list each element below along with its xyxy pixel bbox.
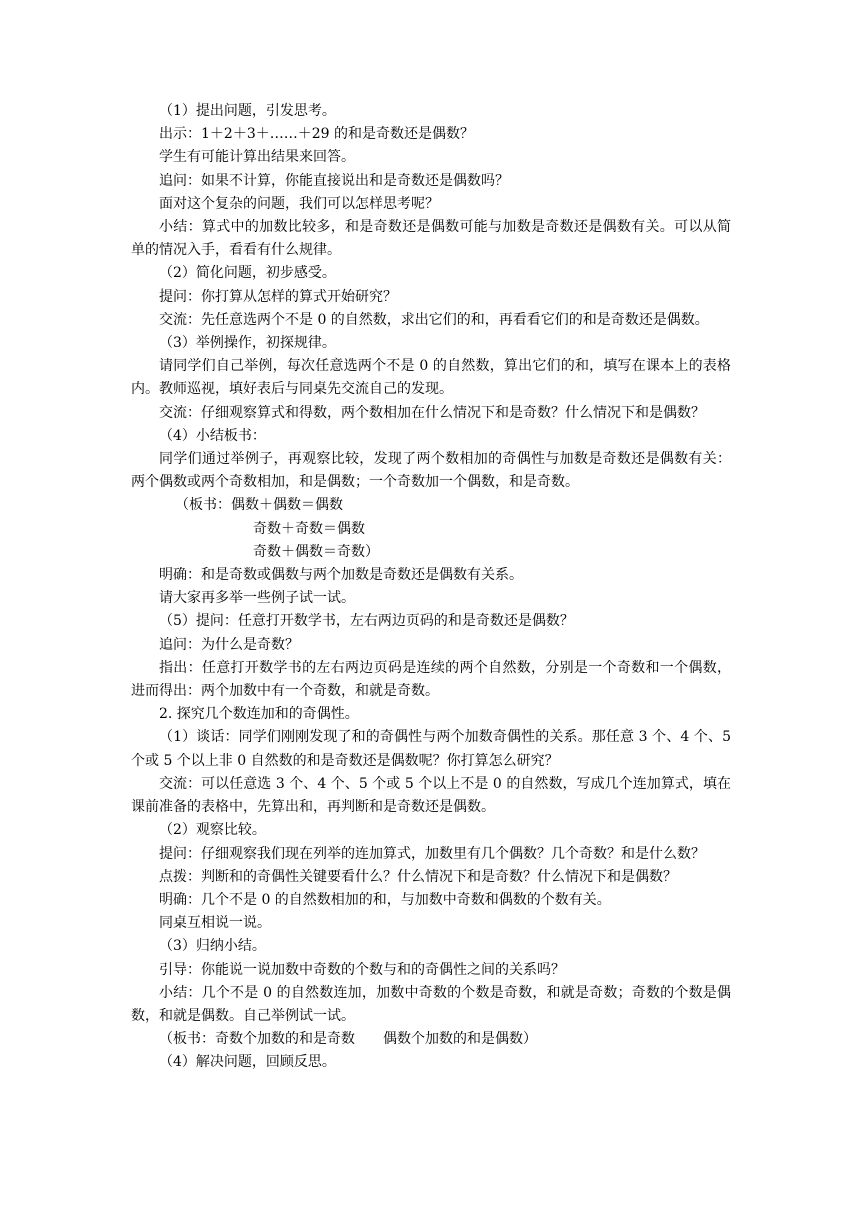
paragraph: 交流：仔细观察算式和得数，两个数相加在什么情况下和是奇数？什么情况下和是偶数？	[159, 404, 705, 421]
paragraph: 提问：你打算从怎样的算式开始研究？	[159, 288, 397, 305]
paragraph: （4）解决问题，回顾反思。	[159, 1054, 336, 1071]
paragraph: （1）提出问题，引发思考。	[159, 103, 336, 119]
document-body	[131, 100, 731, 1075]
paragraph: 小结：算式中的加数比较多，和是奇数还是偶数可能与加数是奇数还是偶数有关。可以从简单的情况入手，看看有什么规律。	[131, 219, 731, 259]
paragraph: （3）归纳小结。	[159, 938, 266, 955]
paragraph: 明确：和是奇数或偶数与两个加数是奇数还是偶数有关系。	[159, 567, 523, 584]
paragraph: 同桌互相说一说。	[159, 915, 271, 932]
paragraph: 交流：可以任意选 3 个、4 个、5 个或 5 个以上不是 0 的自然数，写成几个连加算式，填在课前准备的表格中，先算出和，再判断和是奇数还是偶数。	[131, 775, 731, 816]
paragraph: 请大家再多举一些例子试一试。	[159, 590, 355, 607]
board-note-line: 奇数＋偶数＝奇数）	[253, 543, 379, 560]
paragraph: （2）简化问题，初步感受。	[159, 265, 336, 282]
paragraph: （4）小结板书：	[159, 427, 266, 444]
section-heading: 2. 探究几个数连加和的奇偶性。	[159, 706, 359, 723]
paragraph: 交流：先任意选两个不是 0 的自然数，求出它们的和，再看看它们的和是奇数还是偶数。	[159, 311, 709, 328]
paragraph: 点拨：判断和的奇偶性关键要看什么？什么情况下和是奇数？什么情况下和是偶数？	[159, 868, 677, 885]
paragraph: 学生有可能计算出结果来回答。	[159, 149, 355, 166]
paragraph: 追问：如果不计算，你能直接说出和是奇数还是偶数吗？	[159, 172, 509, 189]
board-note-line: （板书：偶数＋偶数＝偶数	[175, 497, 343, 514]
paragraph: 小结：几个不是 0 的自然数连加，加数中奇数的个数是奇数，和就是奇数；奇数的个数是偶数，和就是偶数。自己举例试一试。	[131, 984, 731, 1024]
paragraph: （2）观察比较。	[159, 822, 266, 839]
paragraph: 引导：你能说一说加数中奇数的个数与和的奇偶性之间的关系吗？	[159, 961, 565, 978]
paragraph: 同学们通过举例子，再观察比较，发现了两个数相加的奇偶性与加数是奇数还是偶数有关：两个偶数或两个奇数相加，和是偶数；一个奇数加一个偶数，和是奇数。	[131, 451, 731, 491]
board-note-line: （板书：奇数个加数的和是奇数 偶数个加数的和是偶数）	[159, 1031, 537, 1048]
paragraph: 指出：任意打开数学书的左右两边页码是连续的两个自然数，分别是一个奇数和一个偶数，进而得出：两个加数中有一个奇数，和就是奇数。	[131, 659, 731, 700]
paragraph: 提问：仔细观察我们现在列举的连加算式，加数里有几个偶数？几个奇数？和是什么数？	[159, 845, 705, 862]
board-note-line: 奇数＋奇数＝偶数	[253, 520, 365, 537]
paragraph: （5）提问：任意打开数学书，左右两边页码的和是奇数还是偶数？	[159, 613, 574, 630]
paragraph: （3）举例操作，初探规律。	[159, 335, 336, 352]
paragraph: 请同学们自己举例，每次任意选两个不是 0 的自然数，算出它们的和，填写在课本上的表格内。教师巡视，填好表后与同桌先交流自己的发现。	[131, 358, 731, 398]
paragraph: 明确：几个不是 0 的自然数相加的和，与加数中奇数和偶数的个数有关。	[159, 891, 611, 908]
paragraph: 追问：为什么是奇数？	[159, 636, 299, 653]
paragraph: 面对这个复杂的问题，我们可以怎样思考呢？	[159, 195, 439, 212]
paragraph: （1）谈话：同学们刚刚发现了和的奇偶性与两个加数奇偶性的关系。那任意 3 个、4 个、5 个或 5 个以上非 0 自然数的和是奇数还是偶数呢？你打算怎么研究？	[131, 729, 731, 769]
paragraph: 出示：1＋2＋3＋……＋29 的和是奇数还是偶数？	[159, 126, 474, 143]
